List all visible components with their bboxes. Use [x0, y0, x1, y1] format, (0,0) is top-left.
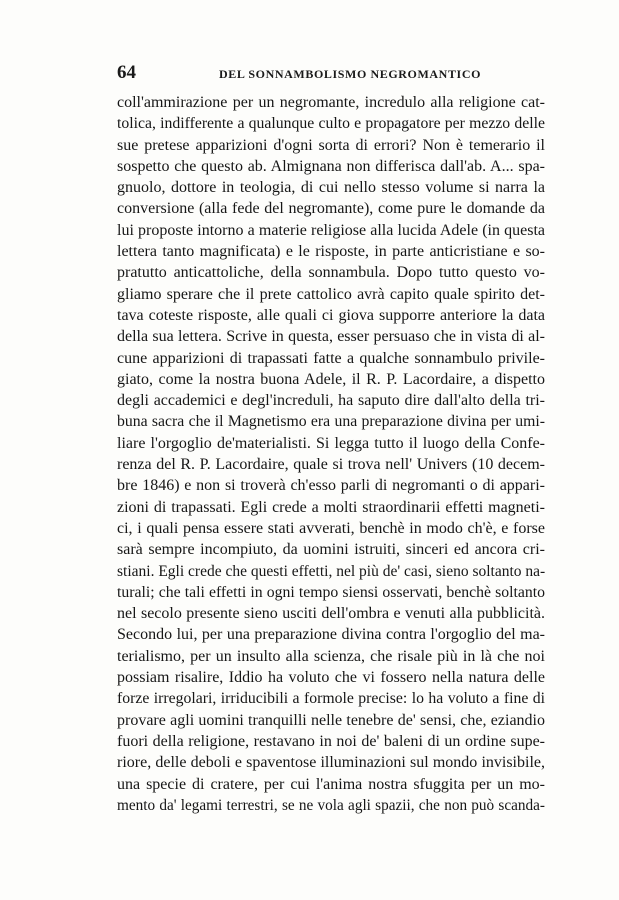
text-line: terialismo, per un insulto alla scienza, che risale più in là che noi	[117, 647, 545, 665]
text-line: forze irregolari, irriducibili a formole precise: lo ha voluto a fine di	[117, 690, 545, 708]
text-line: renza del R. P. Lacordaire, quale si trova nell' Univers (10 decem-	[117, 456, 545, 474]
text-line: tava coteste risposte, alle quali ci giova supporre anteriore la data	[117, 306, 545, 324]
text-line: ci, i quali pensa essere stati avverati, benchè in modo ch'è, e forse	[117, 519, 545, 537]
text-line: degli accademici e degl'increduli, ha saputo dire dall'alto della tri-	[117, 392, 545, 410]
text-line: sospetto che questo ab. Almignana non differisca dall'ab. A... spa-	[117, 157, 545, 175]
text-line: sarà sempre incompiuto, da uomini istruiti, sinceri ed ancora cri-	[117, 541, 545, 559]
text-line: fuori della religione, restavano in noi de' baleni di un ordine supe-	[117, 732, 545, 750]
text-line: della sua lettera. Scrive in questa, esser persuaso che in vista di al-	[117, 328, 545, 346]
text-line: sue pretese apparizioni d'ogni sorta di errori? Non è temerario il	[117, 136, 545, 154]
text-line: gnuolo, dottore in teologia, di cui nello stesso volume si narra la	[117, 179, 545, 197]
text-line: turali; che tali effetti in ogni tempo siensi osservati, benchè soltanto	[117, 583, 545, 601]
text-line: Secondo lui, per una preparazione divina contra l'orgoglio del ma-	[117, 626, 545, 644]
text-line: giato, come la nostra buona Adele, il R. P. Lacordaire, a dispetto	[117, 370, 545, 388]
text-line: tolica, indifferente a qualunque culto e propagatore per mezzo delle	[117, 115, 545, 133]
text-line: provare agli uomini tranquilli nelle tenebre de' sensi, che, eziandio	[117, 711, 545, 729]
text-line: pratutto anticattoliche, della sonnambula. Dopo tutto questo vo-	[117, 264, 545, 282]
text-line: gliamo sperare che il prete cattolico avrà capito quale spirito det-	[117, 285, 545, 303]
text-line: una specie di cratere, per cui l'anima nostra sfuggita per un mo-	[117, 775, 545, 793]
text-line: mento da' legami terrestri, se ne vola agli spazii, che non può scanda-	[117, 796, 545, 814]
page-header	[117, 64, 545, 84]
text-line: lettera tanto magnificata) e le risposte, in parte anticristiane e so-	[117, 243, 545, 261]
text-line: buna sacra che il Magnetismo era una preparazione divina per umi-	[117, 413, 545, 431]
body-text	[117, 92, 545, 816]
text-line: conversione (alla fede del negromante), come pure le domande da	[117, 200, 545, 218]
text-line: nel secolo presente sieno usciti dell'ombra e venuti alla pubblicità.	[117, 605, 545, 623]
text-line: lui proposte intorno a materie religiose alla lucida Adele (in questa	[117, 221, 545, 239]
page-number: 64	[117, 62, 136, 83]
text-line: zioni di trapassati. Egli crede a molti straordinarii effetti magneti-	[117, 498, 545, 516]
running-title: DEL SONNAMBOLISMO NEGROMANTICO	[219, 67, 482, 81]
text-line: liare l'orgoglio de'materialisti. Si legga tutto il luogo della Confe-	[117, 434, 545, 452]
text-line: cune apparizioni di trapassati fatte a qualche sonnambulo privile-	[117, 349, 545, 367]
text-line: bre 1846) e non si troverà ch'esso parli di negromanti o di appari-	[117, 477, 545, 495]
text-line: possiam risalire, Iddio ha voluto che vi fossero nella natura delle	[117, 669, 545, 687]
text-line: riore, delle deboli e spaventose illuminazioni sul mondo invisibile,	[117, 754, 545, 772]
text-line: stiani. Egli crede che questi effetti, nel più de' casi, sieno soltanto na-	[117, 562, 546, 580]
text-line: coll'ammirazione per un negromante, incredulo alla religione cat-	[117, 94, 545, 111]
